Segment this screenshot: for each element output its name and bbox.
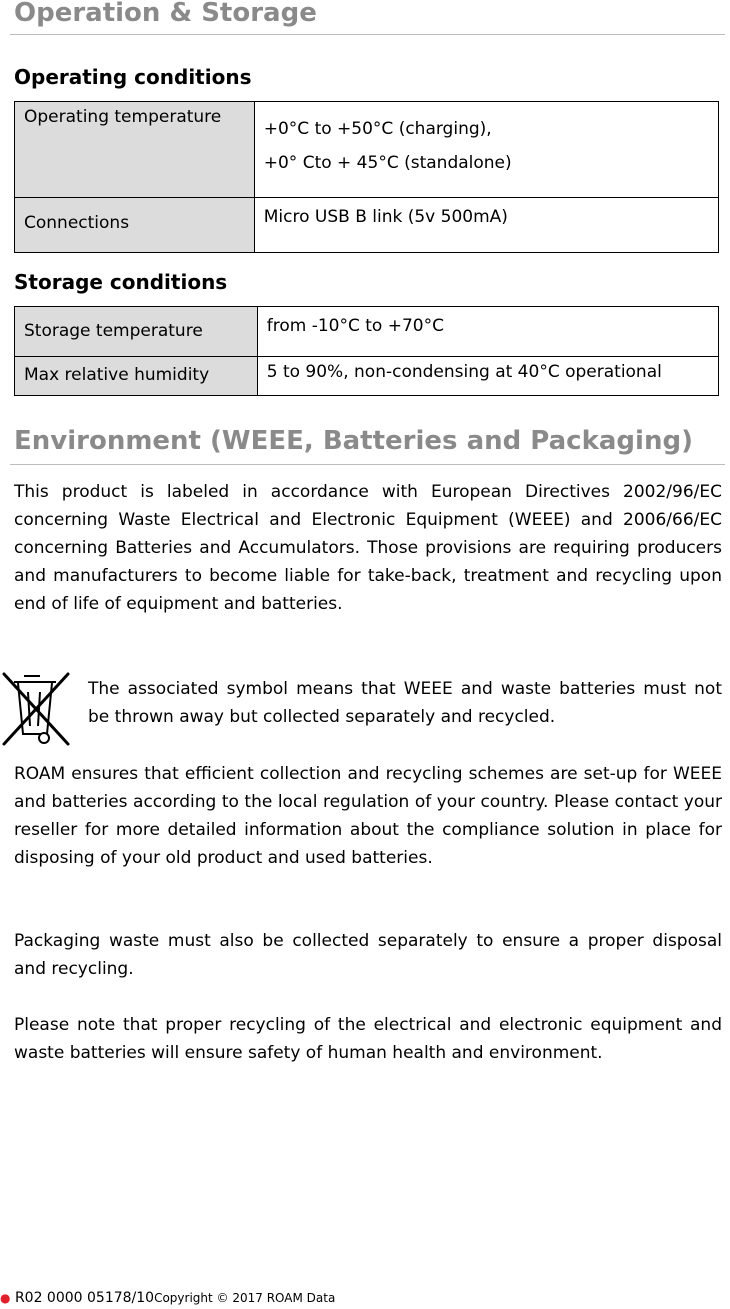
temperature-charging-value: +0°C to +50°C (charging), [263, 119, 492, 139]
page-footer [0, 1290, 335, 1306]
table-label-cell [15, 102, 255, 198]
weee-directive-paragraph: This product is labeled in accordance with European Directives 2002/96/EC concerning Waste Electrical and Electronic Equipment (WEEE) and 2006/66/EC concerning Batteries and Accumulators. Those provisions are requiring producers and manufacturers to become liable for take-back, treatment and recycling upon end of life of equipment and batteries. [14, 482, 722, 614]
max-humidity-label: Max relative humidity [24, 365, 210, 385]
operating-conditions-title: Operating conditions [14, 65, 252, 89]
document-reference: R02 0000 05178/10 [14, 1290, 155, 1306]
heading-rule [10, 34, 725, 35]
section-title-environment: Environment (WEEE, Batteries and Packaging) [14, 426, 693, 456]
table-value-cell [254, 198, 718, 253]
copyright-notice: Copyright © 2017 ROAM Data [154, 1291, 336, 1305]
connections-label: Connections [24, 213, 130, 233]
table-row [15, 102, 719, 198]
storage-temperature-label: Storage temperature [24, 321, 203, 341]
heading-rule [10, 464, 725, 465]
temperature-standalone-value: +0° Cto + 45°C (standalone) [263, 153, 512, 173]
section-title-operation-storage: Operation & Storage [14, 0, 317, 28]
max-humidity-value: 5 to 90%, non-condensing at 40°C operational [266, 362, 662, 382]
storage-conditions-table [14, 306, 719, 396]
recycling-note-paragraph: Please note that proper recycling of the electrical and electronic equipment and waste batteries will ensure safety of human health and environment. [14, 1015, 722, 1063]
table-row [15, 357, 719, 396]
table-label-cell [15, 357, 258, 396]
crossed-out-wheelie-bin-icon [0, 670, 72, 748]
storage-temperature-value: from -10°C to +70°C [266, 316, 444, 336]
table-value-cell [257, 357, 718, 396]
table-value-cell [257, 307, 718, 357]
table-label-cell [15, 198, 255, 253]
storage-conditions-title: Storage conditions [14, 270, 228, 294]
packaging-waste-paragraph: Packaging waste must also be collected separately to ensure a proper disposal and recycling. [14, 931, 722, 979]
footer-bullet: ● [0, 1291, 11, 1305]
table-value-cell [254, 102, 718, 198]
table-row [15, 198, 719, 253]
table-label-cell [15, 307, 258, 357]
roam-recycling-paragraph: ROAM ensures that efficient collection and recycling schemes are set-up for WEEE and batteries according to the local regulation of your country. Please contact your reseller for more detailed information about the compliance solution in place for disposing of your old product and used batteries. [14, 764, 722, 868]
operating-conditions-table [14, 101, 719, 253]
connections-value: Micro USB B link (5v 500mA) [263, 207, 508, 227]
operating-temperature-label: Operating temperature [24, 107, 222, 127]
table-row [15, 307, 719, 357]
weee-symbol-paragraph: The associated symbol means that WEEE and waste batteries must not be thrown away but collected separately and recycled. [88, 679, 722, 727]
